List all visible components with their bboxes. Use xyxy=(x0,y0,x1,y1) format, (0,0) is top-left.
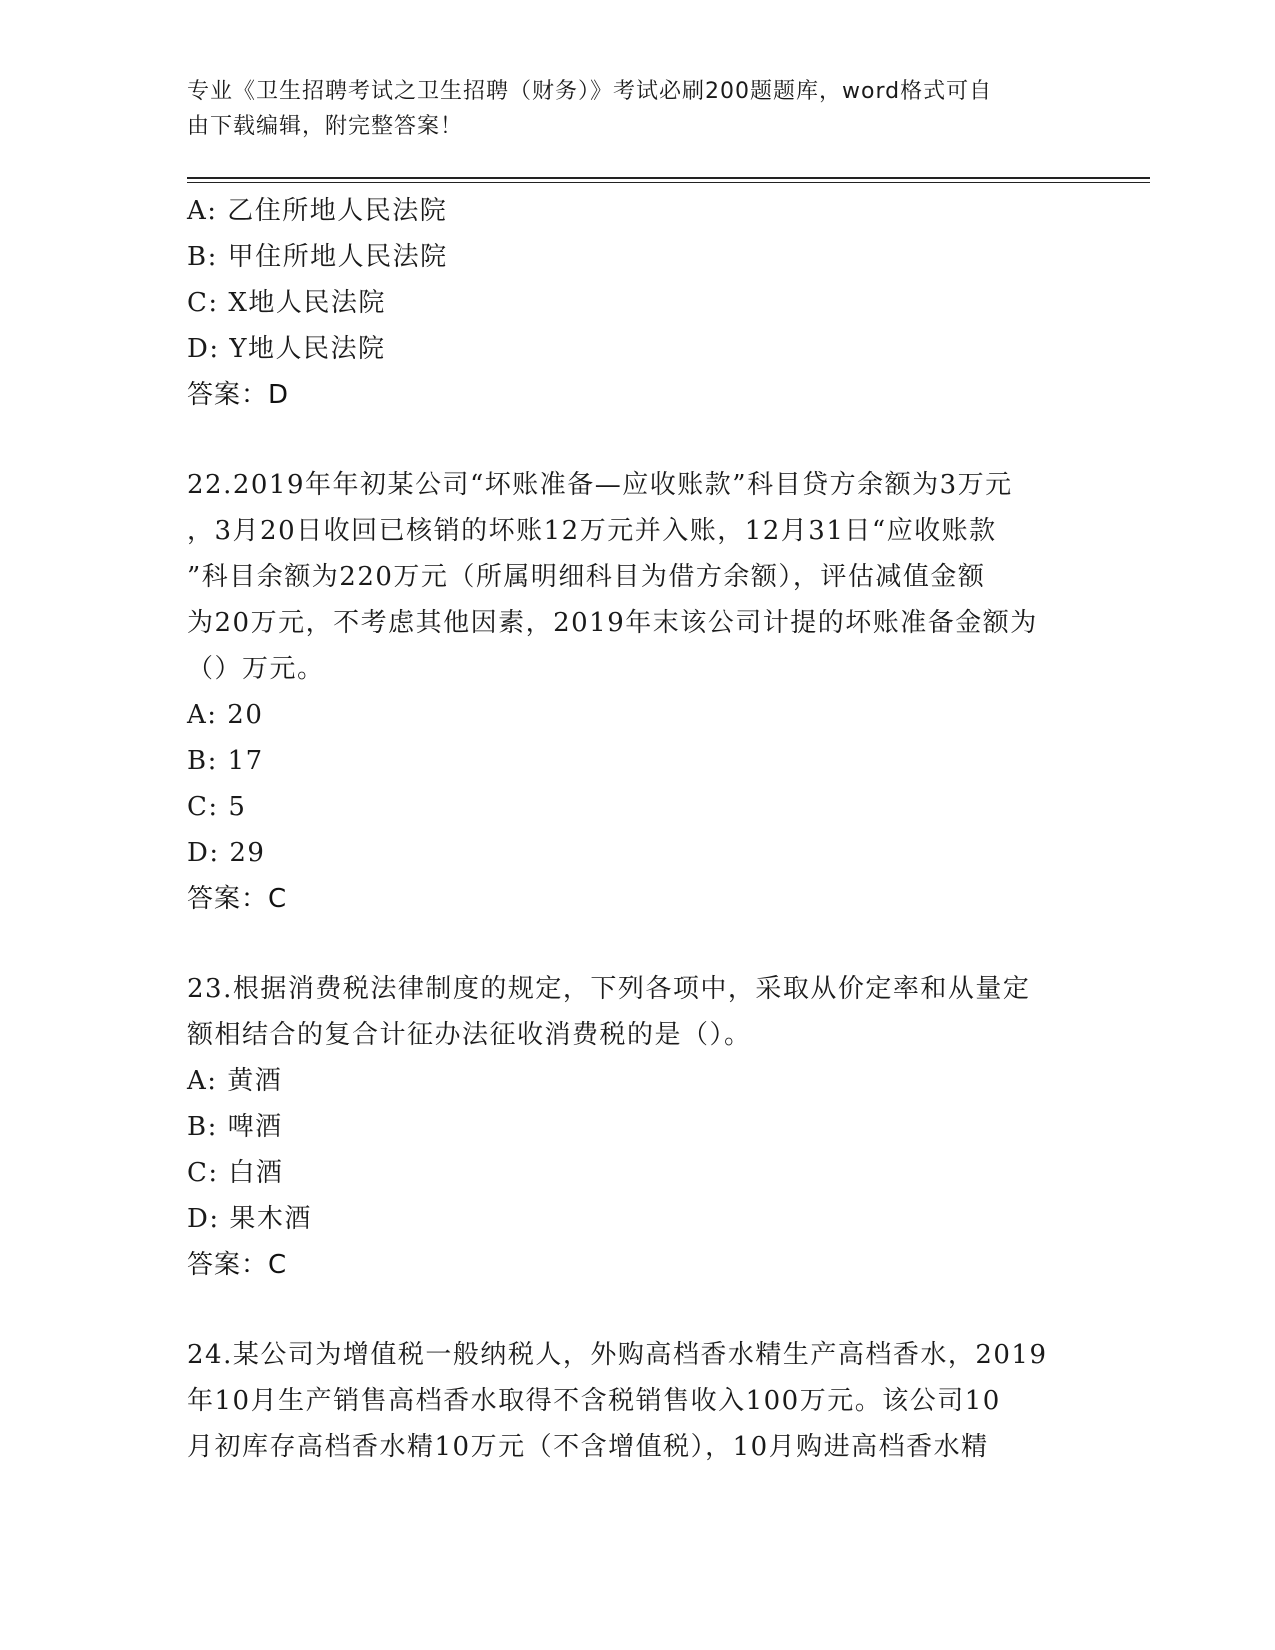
option-a: A: 乙住所地人民法院 xyxy=(187,196,448,226)
stem-line: 额相结合的复合计征办法征收消费税的是（）。 xyxy=(187,1020,752,1050)
option-d: D: Y地人民法院 xyxy=(187,334,386,364)
stem-line: 月初库存高档香水精10万元（不含增值税），10月购进高档香水精 xyxy=(187,1432,989,1462)
option-c: C: X地人民法院 xyxy=(187,288,386,318)
document-header xyxy=(187,74,1067,144)
stem-line: （）万元。 xyxy=(187,654,325,684)
question-22-options xyxy=(187,692,1087,876)
option-c: C: 5 xyxy=(187,792,247,822)
question-23-options xyxy=(187,1058,1087,1242)
option-b: B: 17 xyxy=(187,746,264,776)
option-b: B: 啤酒 xyxy=(187,1112,283,1142)
option-a: A: 20 xyxy=(187,700,264,730)
question-22-answer: 答案：C xyxy=(187,884,288,914)
question-content xyxy=(187,188,1087,1470)
option-d: D: 29 xyxy=(187,838,266,868)
header-divider-thin xyxy=(187,182,1150,183)
spacer xyxy=(187,1288,1087,1332)
option-c: C: 白酒 xyxy=(187,1158,284,1188)
spacer xyxy=(187,922,1087,966)
stem-line: ，3月20日收回已核销的坏账12万元并入账，12月31日“应收账款 xyxy=(187,516,997,546)
stem-line: 年10月生产销售高档香水取得不含税销售收入100万元。该公司10 xyxy=(187,1386,1001,1416)
header-line-2: 由下载编辑，附完整答案！ xyxy=(187,114,464,139)
option-b: B: 甲住所地人民法院 xyxy=(187,242,448,272)
question-21-answer: 答案：D xyxy=(187,380,290,410)
spacer xyxy=(187,418,1087,462)
option-d: D: 果木酒 xyxy=(187,1204,312,1234)
header-line-1: 专业《卫生招聘考试之卫生招聘（财务）》考试必刷200题题库，word格式可自 xyxy=(187,79,993,104)
stem-line: 24.某公司为增值税一般纳税人，外购高档香水精生产高档香水，2019 xyxy=(187,1340,1048,1370)
stem-line: 23.根据消费税法律制度的规定，下列各项中，采取从价定率和从量定 xyxy=(187,974,1031,1004)
header-divider-thick xyxy=(187,177,1150,179)
question-23-answer: 答案：C xyxy=(187,1250,288,1280)
stem-line: ”科目余额为220万元（所属明细科目为借方余额），评估减值金额 xyxy=(187,562,986,592)
question-21-options xyxy=(187,188,1087,372)
question-24-stem xyxy=(187,1332,1087,1470)
option-a: A: 黄酒 xyxy=(187,1066,283,1096)
stem-line: 22.2019年年初某公司“坏账准备—应收账款”科目贷方余额为3万元 xyxy=(187,470,1013,500)
question-22-stem xyxy=(187,462,1087,692)
question-23-stem xyxy=(187,966,1087,1058)
stem-line: 为20万元，不考虑其他因素，2019年末该公司计提的坏账准备金额为 xyxy=(187,608,1038,638)
